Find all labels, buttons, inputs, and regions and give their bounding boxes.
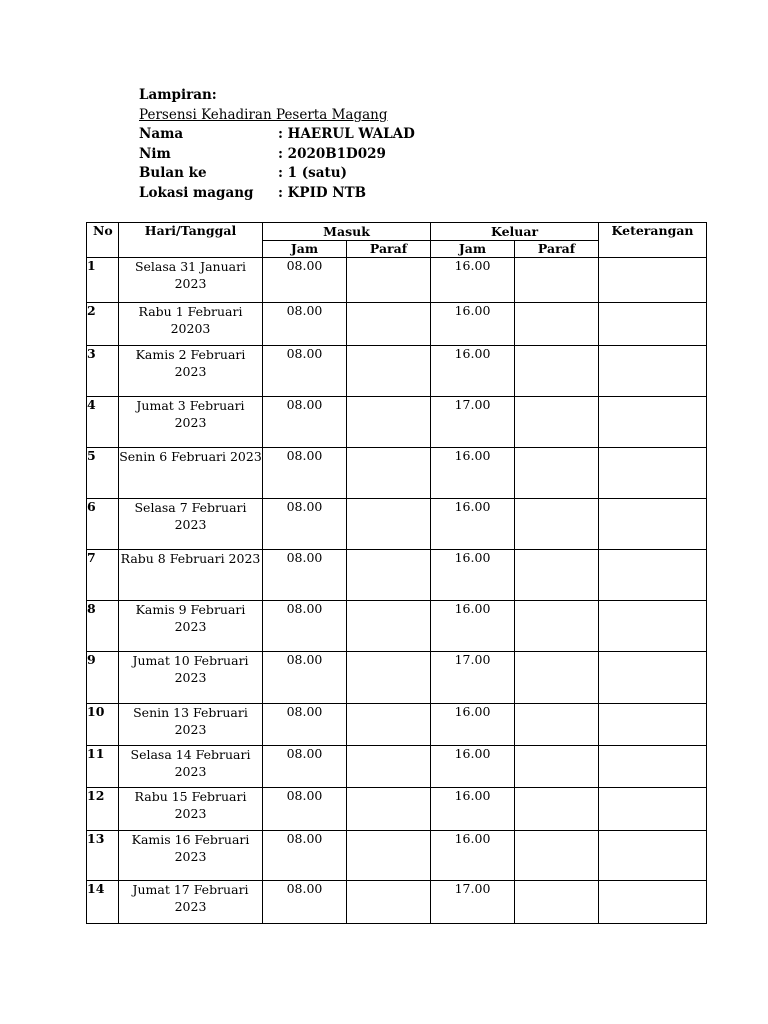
- attendance-table: [86, 222, 707, 924]
- row-hari-tanggal: Senin 13 Februari 2023: [119, 704, 263, 746]
- row-keluar-paraf: [515, 346, 599, 397]
- header-keterangan: Keterangan: [599, 223, 707, 258]
- row-hari-tanggal: Rabu 8 Februari 2023: [119, 550, 263, 601]
- header-hari-tanggal: Hari/Tanggal: [119, 223, 263, 258]
- row-masuk-jam: 08.00: [263, 499, 347, 550]
- table-row: [87, 881, 707, 924]
- field-lokasi: [139, 184, 559, 204]
- field-label: Bulan ke: [139, 165, 207, 181]
- row-masuk-jam: 08.00: [263, 550, 347, 601]
- row-keluar-jam: 17.00: [431, 652, 515, 704]
- row-masuk-jam: 08.00: [263, 704, 347, 746]
- table-row: [87, 346, 707, 397]
- row-keluar-paraf: [515, 601, 599, 652]
- row-no: 2: [87, 303, 119, 346]
- row-masuk-paraf: [347, 397, 431, 448]
- row-keterangan: [599, 258, 707, 303]
- field-nama: [139, 125, 559, 145]
- row-masuk-jam: 08.00: [263, 258, 347, 303]
- row-masuk-jam: 08.00: [263, 831, 347, 881]
- row-keluar-jam: 16.00: [431, 788, 515, 831]
- field-label: Lokasi magang: [139, 184, 254, 201]
- row-no: 8: [87, 601, 119, 652]
- row-hari-tanggal: Kamis 2 Februari 2023: [119, 346, 263, 397]
- row-hari-tanggal: Kamis 16 Februari 2023: [119, 831, 263, 881]
- row-keluar-paraf: [515, 704, 599, 746]
- table-row: [87, 448, 707, 499]
- field-label: Nama: [139, 126, 184, 142]
- row-hari-tanggal: Senin 6 Februari 2023: [119, 448, 263, 499]
- row-keluar-paraf: [515, 448, 599, 499]
- row-no: 1: [87, 258, 119, 303]
- row-masuk-paraf: [347, 704, 431, 746]
- header-keluar-paraf: Paraf: [515, 241, 599, 258]
- table-row: [87, 499, 707, 550]
- row-no: 13: [87, 831, 119, 881]
- row-keluar-paraf: [515, 788, 599, 831]
- row-hari-tanggal: Rabu 1 Februari 20203: [119, 303, 263, 346]
- row-no: 10: [87, 704, 119, 746]
- row-no: 11: [87, 746, 119, 788]
- row-keterangan: [599, 346, 707, 397]
- row-masuk-jam: 08.00: [263, 346, 347, 397]
- row-keluar-paraf: [515, 831, 599, 881]
- row-masuk-paraf: [347, 601, 431, 652]
- row-keterangan: [599, 746, 707, 788]
- row-no: 5: [87, 448, 119, 499]
- document-title: Persensi Kehadiran Peserta Magang: [139, 106, 388, 123]
- table-row: [87, 601, 707, 652]
- row-keluar-paraf: [515, 652, 599, 704]
- row-masuk-jam: 08.00: [263, 601, 347, 652]
- row-hari-tanggal: Jumat 3 Februari 2023: [119, 397, 263, 448]
- row-keterangan: [599, 704, 707, 746]
- row-keterangan: [599, 831, 707, 881]
- field-value: : HAERUL WALAD: [278, 126, 415, 142]
- table-row: [87, 704, 707, 746]
- table-row: [87, 258, 707, 303]
- field-label: Nim: [139, 145, 171, 162]
- table-row: [87, 303, 707, 346]
- row-masuk-jam: 08.00: [263, 448, 347, 499]
- table-row: [87, 397, 707, 448]
- field-value: : 1 (satu): [278, 165, 347, 181]
- table-row: [87, 652, 707, 704]
- row-no: 3: [87, 346, 119, 397]
- row-hari-tanggal: Kamis 9 Februari 2023: [119, 601, 263, 652]
- row-keluar-jam: 17.00: [431, 397, 515, 448]
- row-keluar-jam: 16.00: [431, 601, 515, 652]
- row-no: 4: [87, 397, 119, 448]
- row-keluar-paraf: [515, 303, 599, 346]
- row-masuk-jam: 08.00: [263, 652, 347, 704]
- lampiran-label: Lampiran:: [139, 87, 217, 103]
- row-masuk-paraf: [347, 746, 431, 788]
- row-masuk-jam: 08.00: [263, 397, 347, 448]
- row-masuk-paraf: [347, 448, 431, 499]
- table-row: [87, 550, 707, 601]
- row-keluar-paraf: [515, 746, 599, 788]
- row-hari-tanggal: Jumat 10 Februari 2023: [119, 652, 263, 704]
- row-masuk-jam: 08.00: [263, 788, 347, 831]
- row-masuk-jam: 08.00: [263, 303, 347, 346]
- table-row: [87, 788, 707, 831]
- header-masuk-jam: Jam: [263, 241, 347, 258]
- row-masuk-paraf: [347, 346, 431, 397]
- row-keluar-jam: 16.00: [431, 303, 515, 346]
- row-keluar-paraf: [515, 258, 599, 303]
- row-keterangan: [599, 601, 707, 652]
- row-keluar-paraf: [515, 881, 599, 924]
- row-keterangan: [599, 397, 707, 448]
- row-keluar-jam: 16.00: [431, 448, 515, 499]
- row-masuk-paraf: [347, 652, 431, 704]
- row-no: 7: [87, 550, 119, 601]
- row-no: 14: [87, 881, 119, 924]
- field-value: : KPID NTB: [278, 184, 367, 201]
- row-keluar-jam: 16.00: [431, 258, 515, 303]
- row-masuk-paraf: [347, 831, 431, 881]
- row-keluar-jam: 16.00: [431, 499, 515, 550]
- table-row: [87, 746, 707, 788]
- row-masuk-jam: 08.00: [263, 746, 347, 788]
- field-nim: [139, 145, 559, 165]
- row-hari-tanggal: Jumat 17 Februari 2023: [119, 881, 263, 924]
- row-hari-tanggal: Rabu 15 Februari 2023: [119, 788, 263, 831]
- row-keluar-jam: 16.00: [431, 550, 515, 601]
- header-masuk: Masuk: [263, 223, 431, 241]
- row-hari-tanggal: Selasa 31 Januari 2023: [119, 258, 263, 303]
- row-keluar-jam: 16.00: [431, 746, 515, 788]
- row-no: 9: [87, 652, 119, 704]
- row-keluar-paraf: [515, 397, 599, 448]
- row-masuk-paraf: [347, 881, 431, 924]
- row-masuk-paraf: [347, 303, 431, 346]
- row-keluar-jam: 17.00: [431, 881, 515, 924]
- table-row: [87, 831, 707, 881]
- row-keluar-jam: 16.00: [431, 346, 515, 397]
- header-keluar-jam: Jam: [431, 241, 515, 258]
- row-no: 12: [87, 788, 119, 831]
- row-keterangan: [599, 550, 707, 601]
- row-keterangan: [599, 881, 707, 924]
- header-masuk-paraf: Paraf: [347, 241, 431, 258]
- header-keluar: Keluar: [431, 223, 599, 241]
- field-bulan: [139, 164, 559, 184]
- row-keluar-jam: 16.00: [431, 831, 515, 881]
- document-header: [139, 86, 559, 203]
- row-masuk-paraf: [347, 550, 431, 601]
- row-hari-tanggal: Selasa 7 Februari 2023: [119, 499, 263, 550]
- row-keterangan: [599, 788, 707, 831]
- row-masuk-paraf: [347, 788, 431, 831]
- row-masuk-jam: 08.00: [263, 881, 347, 924]
- row-keterangan: [599, 448, 707, 499]
- row-keluar-jam: 16.00: [431, 704, 515, 746]
- row-keterangan: [599, 499, 707, 550]
- field-value: : 2020B1D029: [278, 145, 386, 162]
- row-keterangan: [599, 303, 707, 346]
- row-hari-tanggal: Selasa 14 Februari 2023: [119, 746, 263, 788]
- row-keluar-paraf: [515, 550, 599, 601]
- header-no: No: [87, 223, 119, 258]
- row-masuk-paraf: [347, 258, 431, 303]
- row-no: 6: [87, 499, 119, 550]
- row-keluar-paraf: [515, 499, 599, 550]
- row-masuk-paraf: [347, 499, 431, 550]
- row-keterangan: [599, 652, 707, 704]
